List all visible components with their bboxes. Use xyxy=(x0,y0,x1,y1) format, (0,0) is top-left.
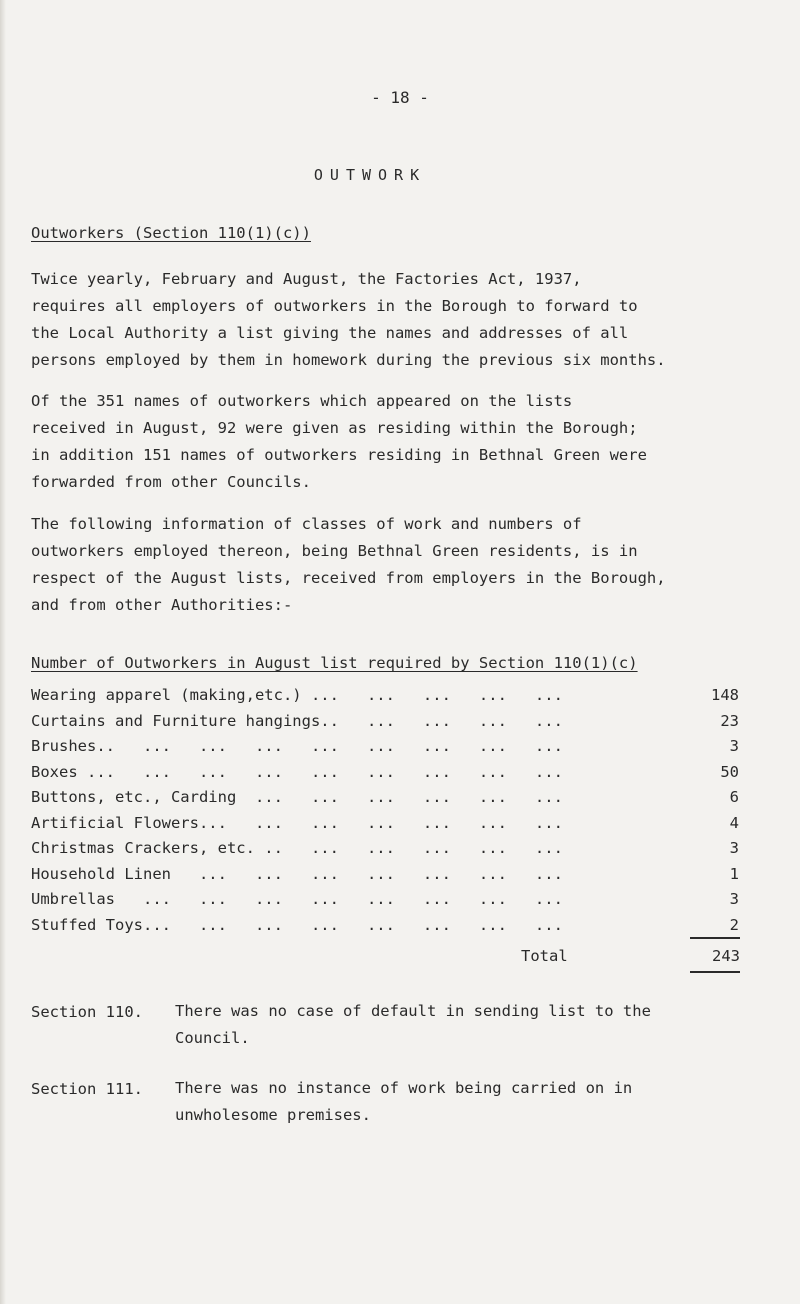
row-label: Umbrellas ... ... ... ... ... ... ... ... xyxy=(31,890,563,908)
section-111-label: Section 111. xyxy=(31,1080,143,1098)
total-value: 243 xyxy=(712,947,740,965)
paragraph-line: requires all employers of outworkers in the Borough to forward to xyxy=(31,297,638,315)
table-row xyxy=(31,913,751,939)
paragraph-3 xyxy=(31,511,761,619)
section-line: There was no case of default in sending list to the xyxy=(175,1002,651,1020)
paragraph-line: and from other Authorities:- xyxy=(31,596,293,614)
page-number: - 18 - xyxy=(371,88,429,107)
table-row xyxy=(31,709,751,735)
table-row xyxy=(31,836,751,862)
row-label: Artificial Flowers... ... ... ... ... ... ... xyxy=(31,813,563,832)
table-row xyxy=(31,785,751,811)
subheading: Outworkers (Section 110(1)(c)) xyxy=(31,224,311,242)
table-row xyxy=(31,887,751,913)
row-value: 148 xyxy=(711,686,739,704)
row-label: Household Linen ... ... ... ... ... ... ... xyxy=(31,864,563,883)
row-label: Brushes.. ... ... ... ... ... ... ... ... xyxy=(31,737,563,755)
row-label: Buttons, etc., Carding ... ... ... ... ... ... xyxy=(31,788,563,806)
row-value: 4 xyxy=(729,813,739,832)
row-value: 2 xyxy=(729,915,739,934)
table-row xyxy=(31,862,751,888)
paragraph-line: outworkers employed thereon, being Bethnal Green residents, is in xyxy=(31,542,638,560)
row-value: 23 xyxy=(720,711,739,730)
row-value: 3 xyxy=(729,890,739,908)
section-line: There was no instance of work being carried on in xyxy=(175,1079,633,1097)
total-bottom-rule xyxy=(690,971,740,973)
paragraph-line: the Local Authority a list giving the names and addresses of all xyxy=(31,324,629,342)
paragraph-line: The following information of classes of work and numbers of xyxy=(31,515,582,533)
paragraph-line: persons employed by them in homework during the previous six months. xyxy=(31,351,666,369)
total-top-rule xyxy=(690,937,740,939)
paragraph-2 xyxy=(31,388,761,496)
row-value: 3 xyxy=(729,737,739,755)
paragraph-line: Of the 351 names of outworkers which appeared on the lists xyxy=(31,392,573,410)
row-label: Curtains and Furniture hangings.. ... ... ... ... xyxy=(31,711,563,730)
section-111-text xyxy=(175,1075,755,1129)
table-row xyxy=(31,811,751,837)
section-110-label: Section 110. xyxy=(31,1003,143,1021)
section-heading: OUTWORK xyxy=(313,166,427,184)
table-heading: Number of Outworkers in August list required by Section 110(1)(c) xyxy=(31,654,638,672)
paragraph-line: respect of the August lists, received from employers in the Borough, xyxy=(31,569,666,587)
row-value: 3 xyxy=(729,839,739,857)
row-label: Christmas Crackers, etc. .. ... ... ... ... ... xyxy=(31,839,563,857)
paragraph-line: received in August, 92 were given as residing within the Borough; xyxy=(31,419,638,437)
paragraph-line: Twice yearly, February and August, the Factories Act, 1937, xyxy=(31,270,582,288)
table-row xyxy=(31,683,751,709)
table-row xyxy=(31,760,751,786)
outworkers-table xyxy=(31,683,751,938)
row-label: Boxes ... ... ... ... ... ... ... ... ... xyxy=(31,762,563,781)
row-label: Wearing apparel (making,etc.) ... ... ... ... ... xyxy=(31,686,563,704)
paragraph-line: in addition 151 names of outworkers residing in Bethnal Green were xyxy=(31,446,647,464)
paragraph-line: forwarded from other Councils. xyxy=(31,473,311,491)
row-value: 1 xyxy=(729,864,739,883)
row-value: 6 xyxy=(729,788,739,806)
section-110-text xyxy=(175,998,755,1052)
page-edge-shadow xyxy=(0,0,6,1304)
row-value: 50 xyxy=(720,762,739,781)
section-line: Council. xyxy=(175,1029,250,1047)
table-row xyxy=(31,734,751,760)
paragraph-1 xyxy=(31,266,761,374)
row-label: Stuffed Toys... ... ... ... ... ... ... ... xyxy=(31,915,563,934)
total-label: Total xyxy=(521,947,568,965)
section-line: unwholesome premises. xyxy=(175,1106,371,1124)
